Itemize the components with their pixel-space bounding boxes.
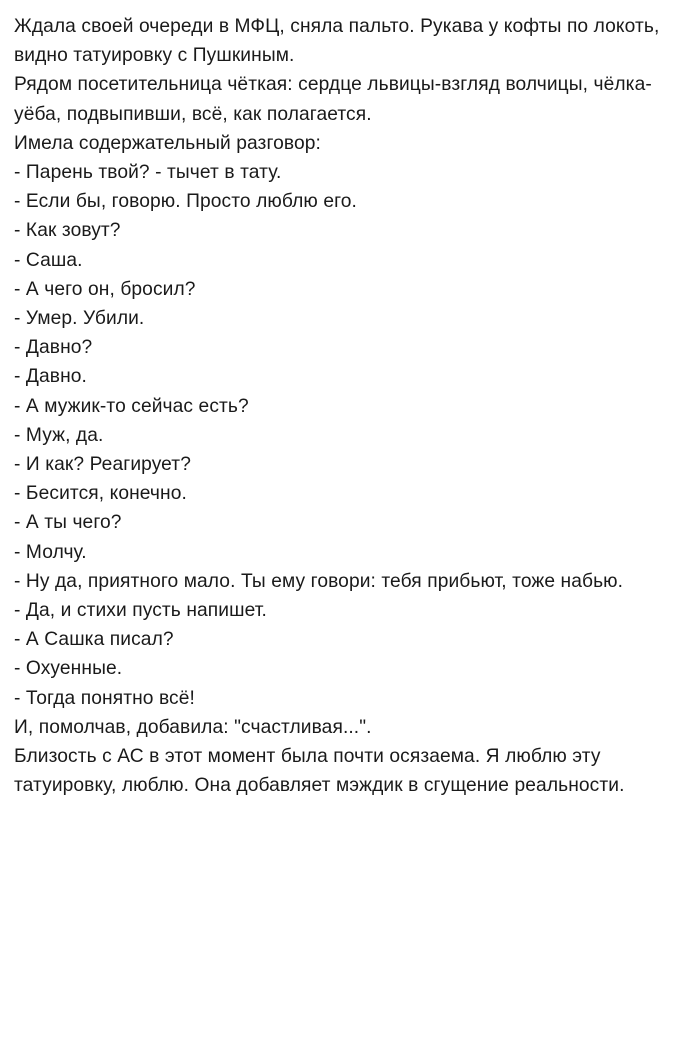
story-text [14, 12, 686, 800]
dialogue-line: - Ну да, приятного мало. Ты ему говори: тебя прибьют, тоже набью. [14, 570, 624, 592]
dialogue-line: - Давно? [14, 337, 93, 359]
dialogue-line: - Бесится, конечно. [14, 483, 187, 505]
paragraph: Имела содержательный разговор: [14, 132, 321, 154]
dialogue-line: - Если бы, говорю. Просто люблю его. [14, 191, 357, 213]
paragraph: Рядом посетительница чёткая: сердце львицы-взгляд волчицы, чёлка-уёба, подвыпивши, всё, как полагается. [14, 74, 652, 125]
dialogue-line: - Саша. [14, 249, 83, 271]
dialogue-line: - А ты чего? [14, 512, 122, 534]
paragraph: Ждала своей очереди в МФЦ, сняла пальто. Рукава у кофты по локоть, видно татуировку с Пушкиным. [14, 16, 660, 67]
dialogue-line: - А мужик-то сейчас есть? [14, 395, 249, 417]
dialogue-line: - А Сашка писал? [14, 629, 174, 651]
dialogue-line: - Давно. [14, 366, 87, 388]
dialogue-line: - Молчу. [14, 541, 87, 563]
dialogue-line: - Парень твой? - тычет в тату. [14, 162, 282, 184]
dialogue-line: - Тогда понятно всё! [14, 687, 195, 709]
dialogue-line: - Да, и стихи пусть напишет. [14, 600, 267, 622]
dialogue-line: - А чего он, бросил? [14, 278, 196, 300]
paragraph: Близость с АС в этот момент была почти осязаема. Я люблю эту татуировку, люблю. Она добавляет мэждик в сгущение реальности. [14, 746, 625, 797]
dialogue-line: - Как зовут? [14, 220, 121, 242]
dialogue-line: - И как? Реагирует? [14, 454, 191, 476]
paragraph: И, помолчав, добавила: "счастливая...". [14, 716, 372, 738]
dialogue-line: - Умер. Убили. [14, 308, 145, 330]
dialogue-line: - Охуенные. [14, 658, 123, 680]
dialogue-line: - Муж, да. [14, 424, 104, 446]
